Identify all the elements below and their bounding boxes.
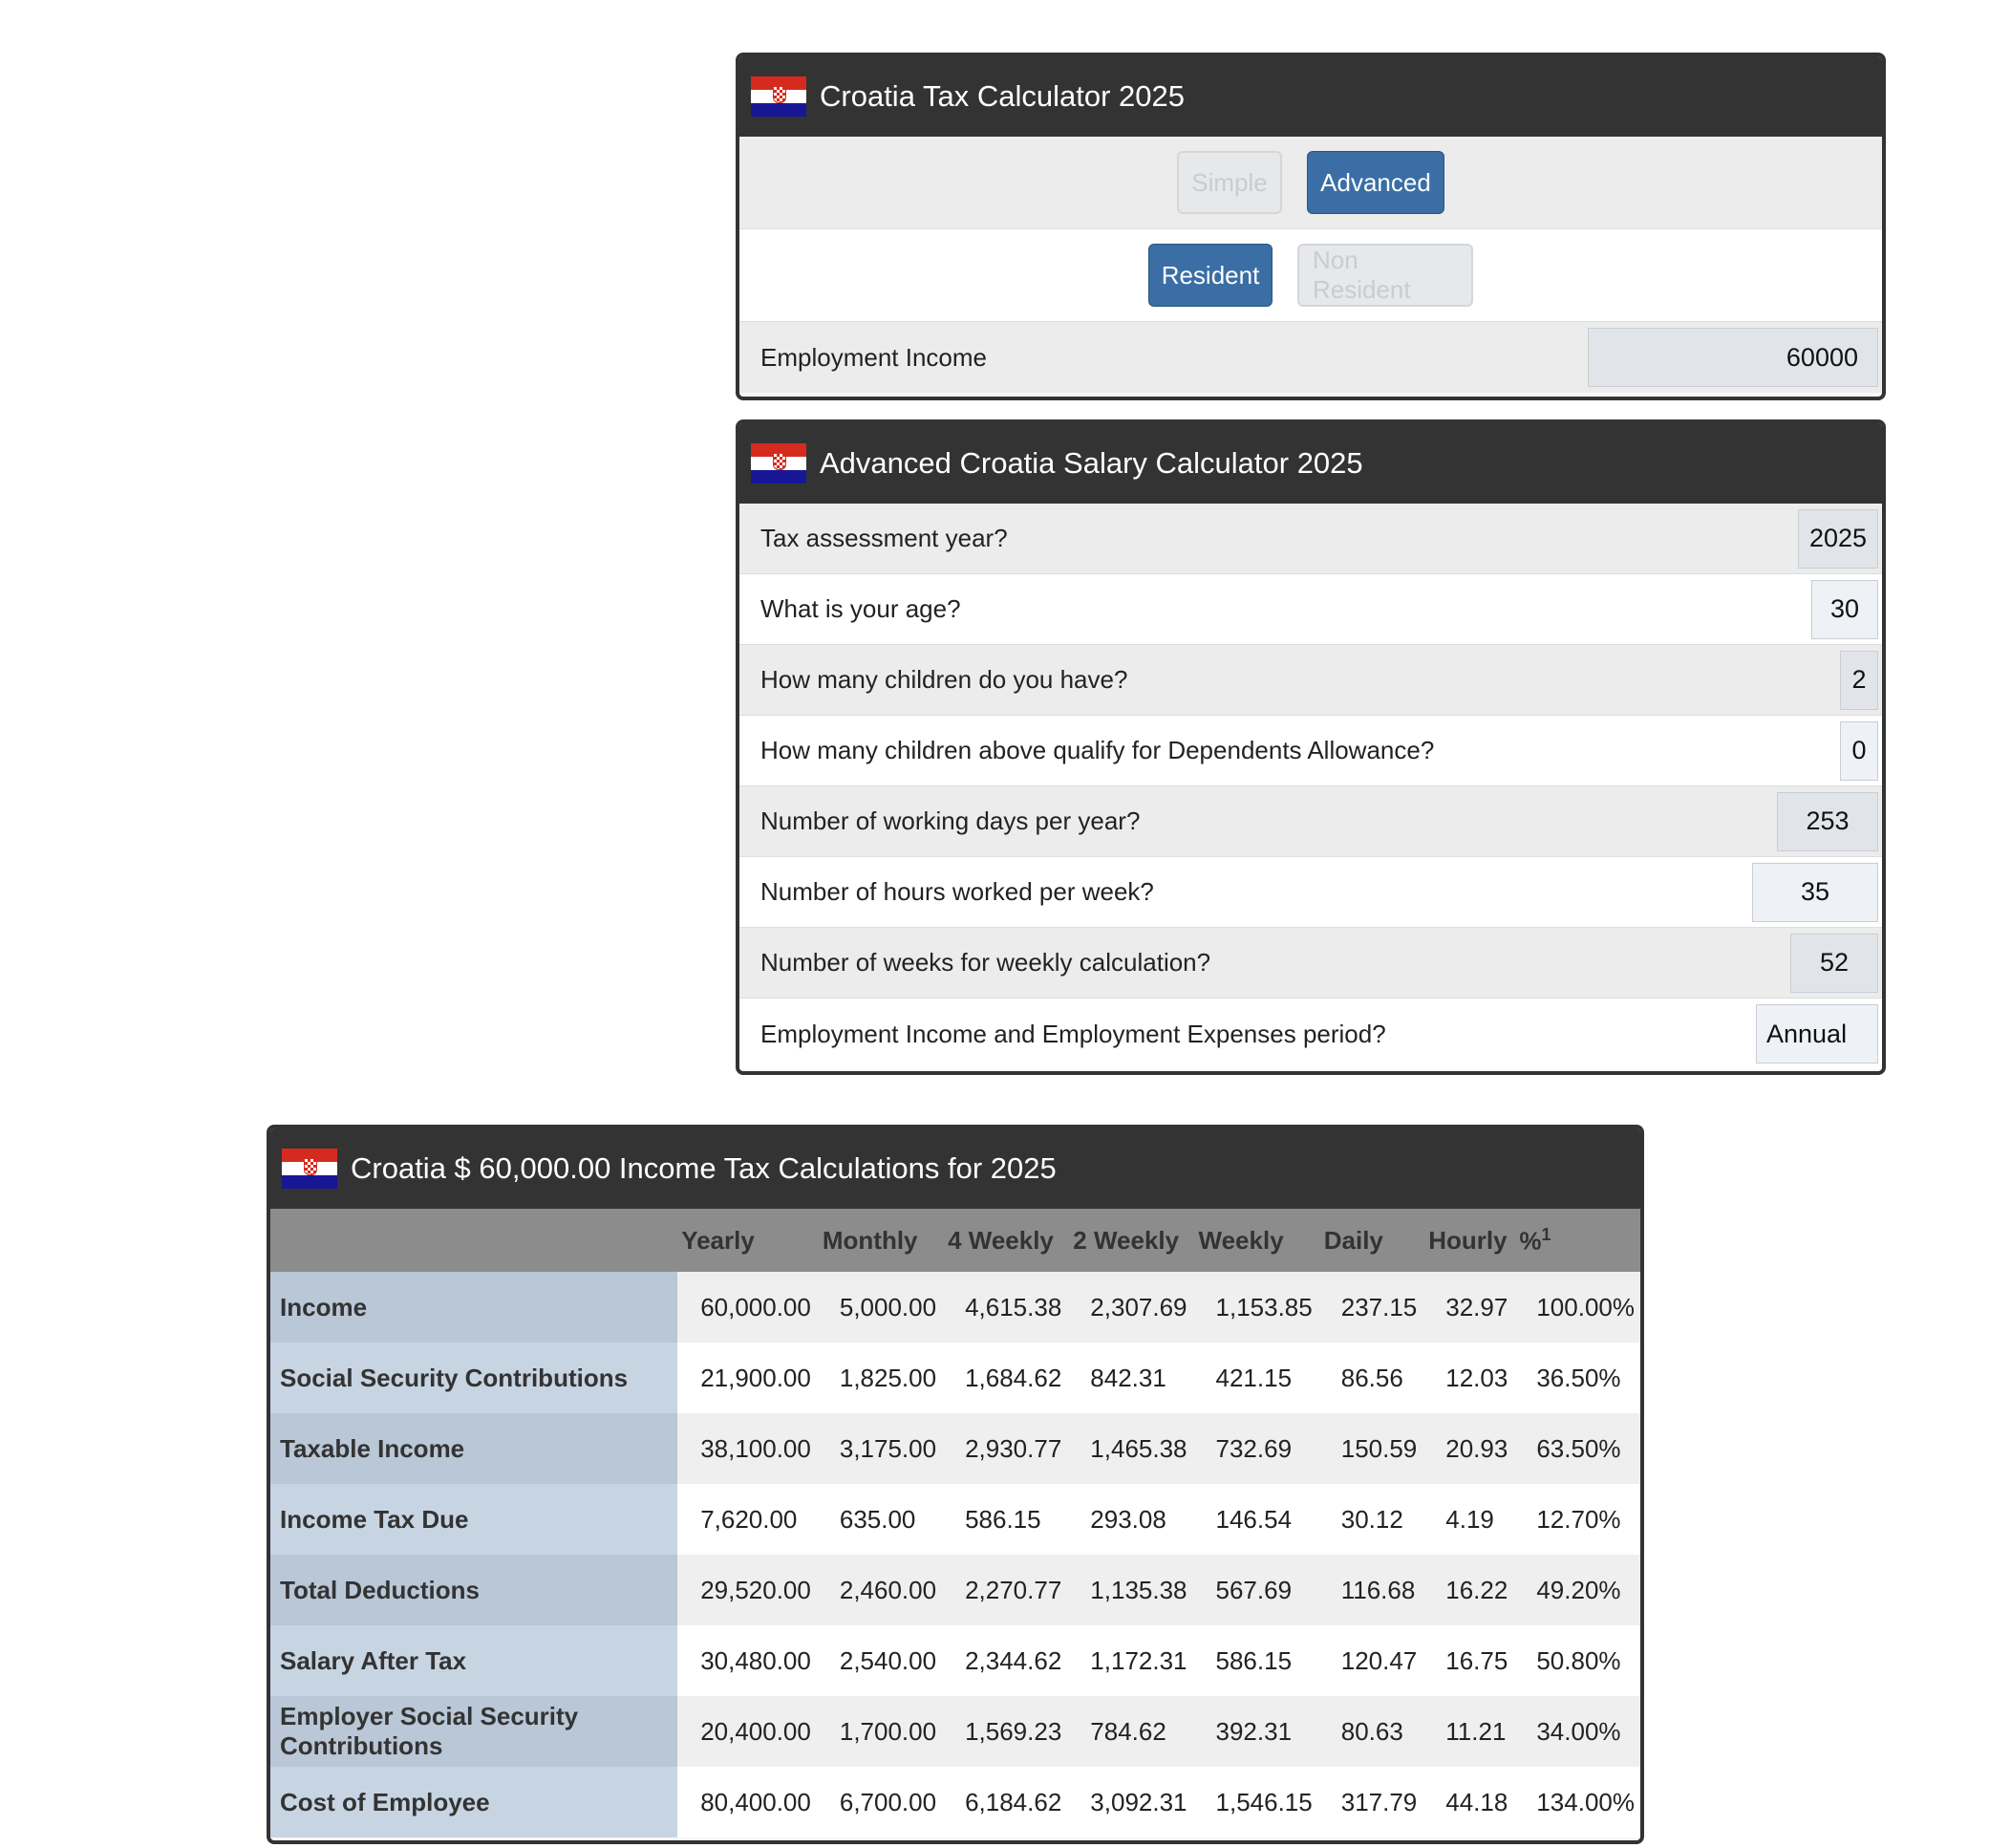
table-row (270, 1413, 1640, 1484)
table-row (270, 1272, 1640, 1343)
row-label: Salary After Tax (270, 1625, 677, 1696)
tax-calculator-header (739, 56, 1882, 137)
table-cell: 732.69 (1193, 1413, 1318, 1484)
table-cell: 44.18 (1422, 1767, 1513, 1837)
advanced-calculator-panel (736, 419, 1886, 1075)
percent-footnote[interactable]: 1 (1541, 1224, 1551, 1244)
row-label: Income (270, 1272, 677, 1343)
weeks-row (739, 928, 1882, 999)
table-cell: 1,825.00 (817, 1343, 942, 1413)
header-hourly: Hourly (1422, 1209, 1513, 1272)
header-monthly: Monthly (817, 1209, 942, 1272)
table-cell: 2,930.77 (942, 1413, 1067, 1484)
tax-year-select[interactable]: 2025 (1798, 509, 1878, 569)
working-days-input[interactable]: 253 (1777, 792, 1878, 851)
results-panel (267, 1125, 1644, 1844)
table-cell: 20.93 (1422, 1413, 1513, 1484)
header-2-weekly: 2 Weekly (1067, 1209, 1192, 1272)
table-cell: 1,153.85 (1193, 1272, 1318, 1343)
header-percent-label: % (1519, 1226, 1542, 1256)
results-table (270, 1209, 1640, 1837)
header-percent (1513, 1209, 1640, 1272)
table-cell: 6,700.00 (817, 1767, 942, 1837)
table-cell: 2,460.00 (817, 1555, 942, 1625)
table-cell: 586.15 (942, 1484, 1067, 1555)
tax-calculator-title: Croatia Tax Calculator 2025 (820, 79, 1185, 113)
table-cell: 635.00 (817, 1484, 942, 1555)
children-select[interactable]: 2 (1840, 651, 1878, 710)
table-cell: 16.75 (1422, 1625, 1513, 1696)
table-cell: 5,000.00 (817, 1272, 942, 1343)
table-cell: 12.03 (1422, 1343, 1513, 1413)
results-title: Croatia $ 60,000.00 Income Tax Calculations for 2025 (351, 1151, 1057, 1185)
age-label: What is your age? (760, 594, 961, 623)
table-cell: 3,092.31 (1067, 1767, 1192, 1837)
income-period-select[interactable]: Annual (1756, 1004, 1878, 1064)
table-row (270, 1484, 1640, 1555)
row-label: Total Deductions (270, 1555, 677, 1625)
tax-year-label: Tax assessment year? (760, 524, 1008, 552)
table-row (270, 1555, 1640, 1625)
table-cell: 567.69 (1193, 1555, 1318, 1625)
header-daily: Daily (1318, 1209, 1423, 1272)
weeks-input[interactable]: 52 (1790, 934, 1878, 993)
table-cell: 80,400.00 (677, 1767, 817, 1837)
table-row (270, 1767, 1640, 1837)
table-cell: 20,400.00 (677, 1696, 817, 1767)
table-cell: 2,344.62 (942, 1625, 1067, 1696)
age-row (739, 574, 1882, 645)
advanced-calculator-title: Advanced Croatia Salary Calculator 2025 (820, 446, 1363, 480)
table-cell: 60,000.00 (677, 1272, 817, 1343)
hours-per-week-input[interactable]: 35 (1752, 863, 1878, 922)
table-cell: 1,465.38 (1067, 1413, 1192, 1484)
simple-mode-button[interactable]: Simple (1177, 151, 1282, 214)
working-days-row (739, 786, 1882, 857)
employment-income-input[interactable]: 60000 (1588, 328, 1878, 387)
table-cell: 11.21 (1422, 1696, 1513, 1767)
croatia-flag-icon (282, 1149, 337, 1189)
table-cell: 2,540.00 (817, 1625, 942, 1696)
table-cell: 146.54 (1193, 1484, 1318, 1555)
table-cell: 3,175.00 (817, 1413, 942, 1484)
dependents-label: How many children above qualify for Dependents Allowance? (760, 736, 1435, 764)
mode-toggle (739, 137, 1882, 229)
header-empty (270, 1209, 677, 1272)
children-label: How many children do you have? (760, 665, 1128, 694)
table-cell: 80.63 (1318, 1696, 1423, 1767)
table-cell: 34.00% (1513, 1696, 1640, 1767)
table-cell: 36.50% (1513, 1343, 1640, 1413)
results-header (270, 1128, 1640, 1209)
table-cell: 1,700.00 (817, 1696, 942, 1767)
croatia-flag-icon (751, 76, 806, 117)
employment-income-row (739, 322, 1882, 393)
row-label: Income Tax Due (270, 1484, 677, 1555)
table-cell: 392.31 (1193, 1696, 1318, 1767)
dependents-row (739, 716, 1882, 786)
hours-per-week-row (739, 857, 1882, 928)
children-row (739, 645, 1882, 716)
tax-year-row (739, 504, 1882, 574)
table-cell: 1,684.62 (942, 1343, 1067, 1413)
table-cell: 1,135.38 (1067, 1555, 1192, 1625)
table-cell: 30,480.00 (677, 1625, 817, 1696)
age-input[interactable]: 30 (1811, 580, 1878, 639)
results-header-row (270, 1209, 1640, 1272)
table-cell: 38,100.00 (677, 1413, 817, 1484)
results-body (270, 1272, 1640, 1837)
table-cell: 63.50% (1513, 1413, 1640, 1484)
table-row (270, 1625, 1640, 1696)
table-cell: 1,546.15 (1193, 1767, 1318, 1837)
row-label: Cost of Employee (270, 1767, 677, 1837)
table-row (270, 1696, 1640, 1767)
table-cell: 100.00% (1513, 1272, 1640, 1343)
advanced-calculator-header (739, 423, 1882, 504)
non-resident-button[interactable]: Non Resident (1297, 244, 1473, 307)
table-cell: 421.15 (1193, 1343, 1318, 1413)
table-cell: 12.70% (1513, 1484, 1640, 1555)
table-cell: 7,620.00 (677, 1484, 817, 1555)
table-cell: 29,520.00 (677, 1555, 817, 1625)
table-cell: 16.22 (1422, 1555, 1513, 1625)
table-cell: 120.47 (1318, 1625, 1423, 1696)
table-cell: 784.62 (1067, 1696, 1192, 1767)
table-cell: 237.15 (1318, 1272, 1423, 1343)
croatia-flag-icon (751, 443, 806, 483)
table-cell: 1,172.31 (1067, 1625, 1192, 1696)
income-period-label: Employment Income and Employment Expenses period? (760, 1019, 1386, 1048)
row-label: Social Security Contributions (270, 1343, 677, 1413)
table-cell: 150.59 (1318, 1413, 1423, 1484)
table-cell: 4.19 (1422, 1484, 1513, 1555)
resident-button[interactable]: Resident (1148, 244, 1273, 307)
table-cell: 1,569.23 (942, 1696, 1067, 1767)
table-cell: 317.79 (1318, 1767, 1423, 1837)
income-period-row (739, 999, 1882, 1069)
header-4-weekly: 4 Weekly (942, 1209, 1067, 1272)
table-cell: 4,615.38 (942, 1272, 1067, 1343)
table-cell: 30.12 (1318, 1484, 1423, 1555)
table-cell: 2,270.77 (942, 1555, 1067, 1625)
hours-per-week-label: Number of hours worked per week? (760, 877, 1154, 906)
header-weekly: Weekly (1193, 1209, 1318, 1272)
row-label: Employer Social Security Contributions (270, 1696, 677, 1767)
header-yearly: Yearly (677, 1209, 817, 1272)
tax-calculator-panel (736, 53, 1886, 400)
residency-toggle (739, 229, 1882, 322)
table-cell: 49.20% (1513, 1555, 1640, 1625)
employment-income-label: Employment Income (760, 342, 987, 372)
table-cell: 50.80% (1513, 1625, 1640, 1696)
table-cell: 2,307.69 (1067, 1272, 1192, 1343)
table-cell: 116.68 (1318, 1555, 1423, 1625)
working-days-label: Number of working days per year? (760, 806, 1141, 835)
advanced-mode-button[interactable]: Advanced (1307, 151, 1444, 214)
table-cell: 586.15 (1193, 1625, 1318, 1696)
table-cell: 86.56 (1318, 1343, 1423, 1413)
weeks-label: Number of weeks for weekly calculation? (760, 948, 1211, 977)
table-cell: 842.31 (1067, 1343, 1192, 1413)
table-cell: 293.08 (1067, 1484, 1192, 1555)
dependents-select[interactable]: 0 (1840, 721, 1878, 781)
table-cell: 21,900.00 (677, 1343, 817, 1413)
table-cell: 32.97 (1422, 1272, 1513, 1343)
table-cell: 6,184.62 (942, 1767, 1067, 1837)
table-cell: 134.00% (1513, 1767, 1640, 1837)
table-row (270, 1343, 1640, 1413)
row-label: Taxable Income (270, 1413, 677, 1484)
